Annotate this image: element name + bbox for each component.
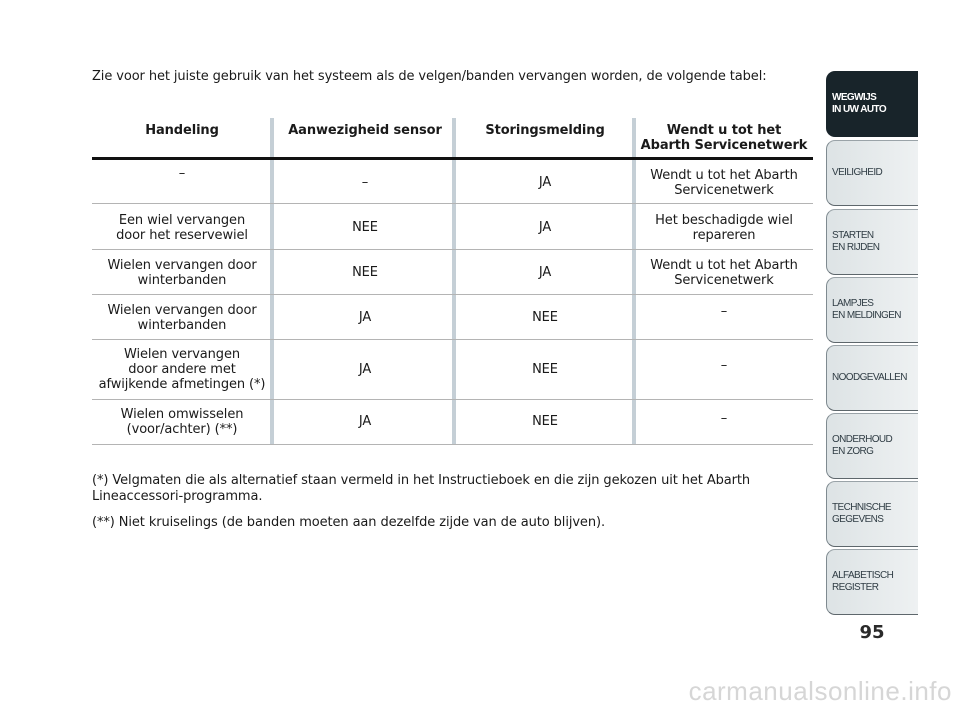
table-header-servicenetwerk: Wendt u tot het Abarth Servicenetwerk: [640, 123, 808, 153]
table-cell: JA: [538, 175, 552, 190]
footnote-kruiselings: (**) Niet kruiselings (de banden moeten aan dezelfde zijde van de auto blijven).: [92, 515, 605, 530]
tab-label: TECHNISCHE GEGEVENS: [832, 502, 892, 525]
table-cell: –: [720, 358, 728, 373]
table-cell: Wendt u tot het Abarth Servicenetwerk: [650, 168, 798, 198]
table-cell: –: [720, 304, 728, 319]
table-cell: NEE: [532, 414, 558, 429]
table-header-sensor: Aanwezigheid sensor: [288, 123, 442, 138]
table-cell: Wielen vervangen door winterbanden: [107, 258, 257, 288]
tab-label: ONDERHOUD EN ZORG: [832, 434, 893, 457]
table-cell: JA: [358, 414, 372, 429]
watermark: carmanualsonline.info: [688, 676, 952, 706]
table-header-storingsmelding: Storingsmelding: [485, 123, 605, 138]
footnote-velgmaten: (*) Velgmaten die als alternatief staan vermeld in het Instructieboek en die zijn gekozen uit het Abarth Lineaccessori-programma.: [92, 473, 751, 504]
tab-alfabetisch-register[interactable]: [826, 549, 918, 615]
page-number: 95: [859, 622, 885, 643]
table-row-divider: [92, 339, 813, 340]
table-cell: JA: [538, 220, 552, 235]
table-cell: –: [178, 166, 186, 181]
table-cell: JA: [358, 362, 372, 377]
table-row-divider: [92, 399, 813, 400]
table-cell: Het beschadigde wiel repareren: [655, 213, 793, 243]
table-cell: Een wiel vervangen door het reservewiel: [116, 213, 248, 243]
table-cell: JA: [538, 265, 552, 280]
table-cell: Wendt u tot het Abarth Servicenetwerk: [650, 258, 798, 288]
table-cell: Wielen vervangen door winterbanden: [107, 303, 257, 333]
table-cell: NEE: [532, 310, 558, 325]
tab-label: ALFABETISCH REGISTER: [832, 570, 894, 593]
tab-noodgevallen[interactable]: [826, 345, 918, 411]
intro-text: Zie voor het juiste gebruik van het systeem als de velgen/banden vervangen worden, de volgende tabel:: [92, 69, 767, 84]
table-cell: NEE: [352, 265, 378, 280]
table-cell: –: [361, 175, 369, 190]
tab-wegwijs[interactable]: [826, 71, 918, 137]
tab-label: WEGWIJS IN UW AUTO: [832, 92, 886, 115]
table-row-divider: [92, 203, 813, 204]
table-header-handeling: Handeling: [145, 123, 219, 138]
tab-starten[interactable]: [826, 209, 918, 275]
table-cell: JA: [358, 310, 372, 325]
tab-label: VEILIGHEID: [832, 167, 883, 178]
table-cell: NEE: [352, 220, 378, 235]
table-cell: NEE: [532, 362, 558, 377]
tab-label: STARTEN EN RIJDEN: [832, 230, 880, 253]
table-cell: –: [720, 411, 728, 426]
table-row-divider: [92, 249, 813, 250]
column-separator: [452, 118, 456, 444]
tab-onderhoud[interactable]: [826, 413, 918, 479]
tab-label: NOODGEVALLEN: [832, 372, 907, 383]
table-row-divider: [92, 444, 813, 445]
tab-lampjes[interactable]: [826, 277, 918, 343]
tab-technische-gegevens[interactable]: [826, 481, 918, 547]
tab-veiligheid[interactable]: [826, 140, 918, 206]
table-header-rule: [92, 157, 813, 160]
table-cell: Wielen omwisselen (voor/achter) (**): [120, 407, 244, 437]
tab-label: LAMPJES EN MELDINGEN: [832, 298, 901, 321]
table-row-divider: [92, 294, 813, 295]
table-cell: Wielen vervangen door andere met afwijkende afmetingen (*): [98, 347, 266, 392]
